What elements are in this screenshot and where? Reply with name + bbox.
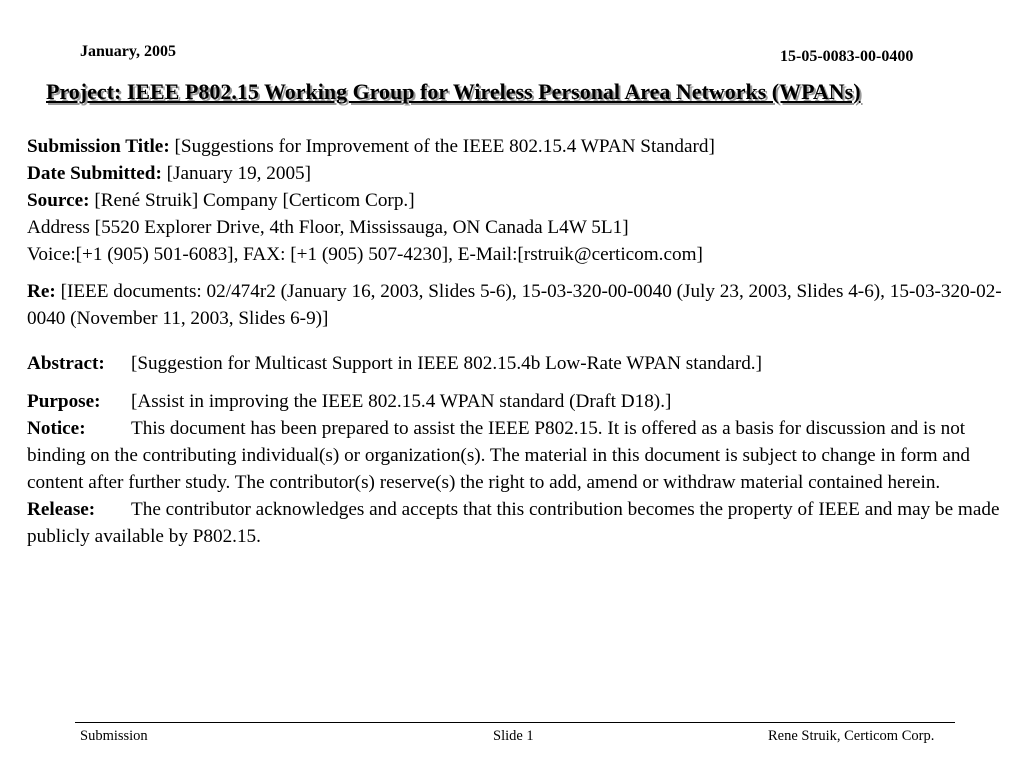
notice-paragraph	[27, 415, 1017, 496]
source-label: Source:	[27, 190, 90, 211]
submission-title-value: [Suggestions for Improvement of the IEEE 802.15.4 WPAN Standard]	[169, 136, 715, 157]
purpose-notice-release-block	[27, 388, 1017, 550]
release-label: Release:	[27, 499, 96, 520]
abstract-value: [Suggestion for Multicast Support in IEEE 802.15.4b Low-Rate WPAN standard.]	[131, 353, 762, 374]
submission-title-label: Submission Title:	[27, 136, 170, 157]
submission-info-block	[27, 133, 1017, 268]
notice-value: This document has been prepared to assist the IEEE P802.15. It is offered as a basis for discussion and is not binding on the contributing individual(s) or organization(s). The material in this document is subject to change in form and content after further study. The contributor(s) reserve(s) the right to add, amend or withdraw material contained herein.	[27, 418, 971, 493]
re-value: [IEEE documents: 02/474r2 (January 16, 2003, Slides 5-6), 15-03-320-00-0040 (July 23, 2003, Slides 4-6), 15-03-320-02-0040 (November 11, 2003, Slides 6-9)]	[27, 281, 1002, 329]
notice-label: Notice:	[27, 418, 86, 439]
address-line: Address [5520 Explorer Drive, 4th Floor, Mississauga, ON Canada L4W 5L1]	[27, 217, 629, 238]
source-value: [René Struik] Company [Certicom Corp.]	[89, 190, 415, 211]
project-title: Project: IEEE P802.15 Working Group for Wireless Personal Area Networks (WPANs)	[46, 79, 861, 104]
purpose-value: [Assist in improving the IEEE 802.15.4 WPAN standard (Draft D18).]	[131, 391, 672, 412]
source-line	[27, 187, 1017, 214]
footer-slide-number: Slide 1	[493, 728, 534, 744]
date-submitted-line	[27, 160, 1017, 187]
re-block	[27, 278, 1017, 332]
purpose-line	[27, 388, 1017, 415]
footer-divider	[75, 722, 955, 723]
footer-submission: Submission	[80, 728, 148, 744]
release-paragraph	[27, 496, 1017, 550]
re-label: Re:	[27, 281, 56, 302]
header-doc-number: 15-05-0083-00-0400	[780, 48, 914, 65]
date-submitted-value: [January 19, 2005]	[161, 163, 312, 184]
voice-line: Voice:[+1 (905) 501-6083], FAX: [+1 (905) 507-4230], E-Mail:[rstruik@certicom.com]	[27, 244, 703, 265]
abstract-block	[27, 350, 1017, 377]
release-value: The contributor acknowledges and accepts that this contribution becomes the property of IEEE and may be made publicly available by P802.15.	[27, 499, 1000, 547]
footer-author: Rene Struik, Certicom Corp.	[768, 728, 935, 744]
submission-title-line	[27, 133, 1017, 160]
header-date: January, 2005	[80, 43, 177, 60]
abstract-label: Abstract:	[27, 353, 105, 374]
date-submitted-label: Date Submitted:	[27, 163, 162, 184]
purpose-label: Purpose:	[27, 391, 101, 412]
